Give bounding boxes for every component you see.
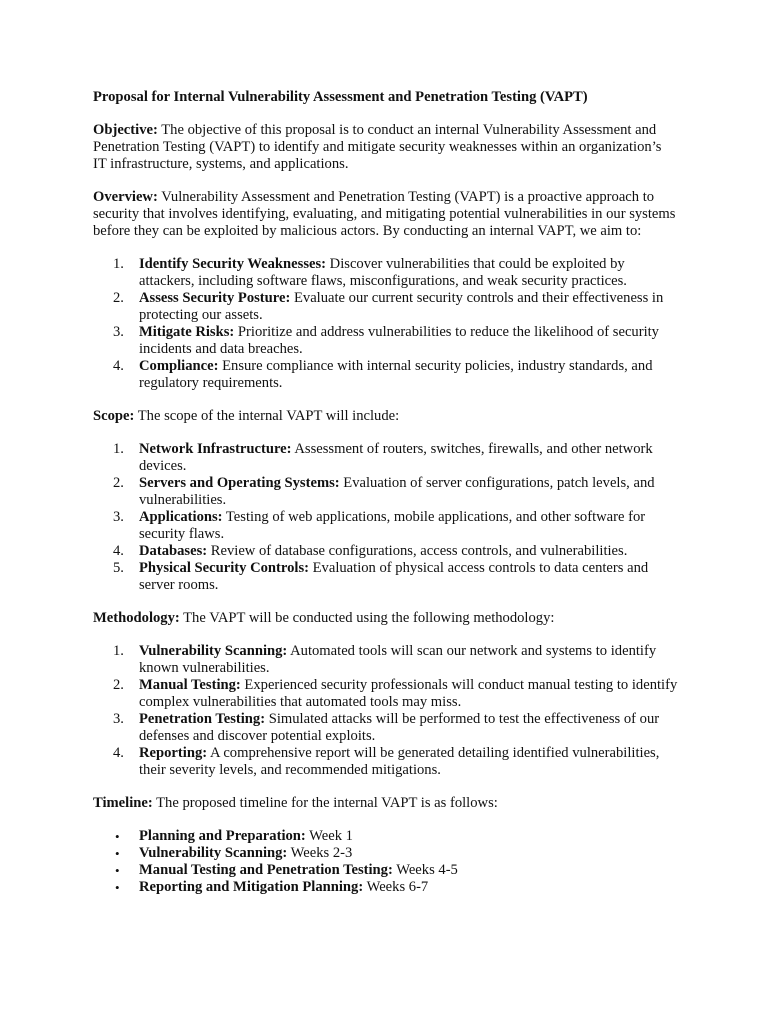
bullet-icon: • bbox=[115, 880, 120, 895]
list-item-text: Automated tools will scan our network and systems to identify known vulnerabilities. bbox=[139, 643, 657, 676]
methodology-paragraph bbox=[93, 610, 678, 627]
list-item bbox=[93, 845, 678, 862]
list-item-term: Assess Security Posture: bbox=[139, 290, 291, 306]
list-item bbox=[93, 475, 678, 509]
scope-list bbox=[93, 441, 678, 594]
document-title: Proposal for Internal Vulnerability Assessment and Penetration Testing (VAPT) bbox=[93, 89, 588, 105]
list-item-term: Penetration Testing: bbox=[139, 711, 266, 727]
list-item-text: Ensure compliance with internal security policies, industry standards, and regulatory requirements. bbox=[139, 358, 653, 391]
list-item-text: Weeks 6-7 bbox=[363, 879, 429, 895]
list-item bbox=[93, 509, 678, 543]
methodology-text: The VAPT will be conducted using the following methodology: bbox=[179, 610, 555, 626]
bullet-icon: • bbox=[115, 863, 120, 878]
list-item-term: Databases: bbox=[139, 543, 208, 559]
list-item-text: Review of database configurations, access controls, and vulnerabilities. bbox=[207, 543, 628, 559]
list-number: 4. bbox=[113, 358, 124, 374]
list-item bbox=[93, 643, 678, 677]
list-number: 1. bbox=[113, 643, 124, 659]
list-item bbox=[93, 324, 678, 358]
timeline-text: The proposed timeline for the internal VAPT is as follows: bbox=[152, 795, 498, 811]
list-number: 2. bbox=[113, 475, 124, 491]
list-item-term: Vulnerability Scanning: bbox=[139, 845, 288, 861]
list-item bbox=[93, 862, 678, 879]
timeline-label: Timeline: bbox=[93, 795, 153, 811]
list-number: 3. bbox=[113, 711, 124, 727]
list-item-term: Planning and Preparation: bbox=[139, 828, 306, 844]
list-item-term: Applications: bbox=[139, 509, 223, 525]
methodology-label: Methodology: bbox=[93, 610, 180, 626]
overview-text: Vulnerability Assessment and Penetration Testing (VAPT) is a proactive approach to security that involves identifying, evaluating, and mitigating potential vulnerabilities in our systems before they can be exploited by malicious actors. By conducting an internal VAPT, we aim to: bbox=[93, 189, 676, 239]
list-item bbox=[93, 879, 678, 896]
list-item-term: Reporting and Mitigation Planning: bbox=[139, 879, 364, 895]
list-item bbox=[93, 543, 678, 560]
list-item-term: Compliance: bbox=[139, 358, 219, 374]
list-item-text: Weeks 4-5 bbox=[392, 862, 458, 878]
list-item-term: Mitigate Risks: bbox=[139, 324, 235, 340]
methodology-list bbox=[93, 643, 678, 779]
list-item-term: Physical Security Controls: bbox=[139, 560, 309, 576]
list-number: 4. bbox=[113, 543, 124, 559]
list-item-term: Identify Security Weaknesses: bbox=[139, 256, 327, 272]
list-item bbox=[93, 828, 678, 845]
list-item bbox=[93, 256, 678, 290]
list-number: 5. bbox=[113, 560, 124, 576]
list-number: 2. bbox=[113, 677, 124, 693]
list-item-text: Evaluation of server configurations, patch levels, and vulnerabilities. bbox=[139, 475, 655, 508]
list-number: 3. bbox=[113, 324, 124, 340]
list-item-text: Prioritize and address vulnerabilities to reduce the likelihood of security incidents and data breaches. bbox=[139, 324, 659, 357]
objective-label: Objective: bbox=[93, 122, 158, 138]
list-item-term: Vulnerability Scanning: bbox=[139, 643, 288, 659]
list-item-text: Week 1 bbox=[305, 828, 353, 844]
list-number: 4. bbox=[113, 745, 124, 761]
list-number: 2. bbox=[113, 290, 124, 306]
list-item bbox=[93, 745, 678, 779]
list-item bbox=[93, 711, 678, 745]
list-item bbox=[93, 677, 678, 711]
list-item-term: Manual Testing: bbox=[139, 677, 241, 693]
list-item-text: Experienced security professionals will conduct manual testing to identify complex vulnerabilities that automated tools may miss. bbox=[139, 677, 678, 710]
objective-text: The objective of this proposal is to conduct an internal Vulnerability Assessment and Penetration Testing (VAPT) to identify and mitigate security weaknesses within an organization’s IT infrastructure, systems, and applications. bbox=[93, 122, 662, 172]
list-item-term: Network Infrastructure: bbox=[139, 441, 292, 457]
list-item bbox=[93, 560, 678, 594]
list-item-text: Discover vulnerabilities that could be exploited by attackers, including software flaws, misconfigurations, and weak security practices. bbox=[139, 256, 627, 289]
scope-text: The scope of the internal VAPT will include: bbox=[134, 408, 400, 424]
list-item-term: Servers and Operating Systems: bbox=[139, 475, 340, 491]
list-item-text: Testing of web applications, mobile applications, and other software for security flaws. bbox=[139, 509, 646, 542]
list-number: 3. bbox=[113, 509, 124, 525]
list-item-text: Evaluate our current security controls and their effectiveness in protecting our assets. bbox=[139, 290, 664, 323]
list-item-term: Manual Testing and Penetration Testing: bbox=[139, 862, 393, 878]
overview-goals-list bbox=[93, 256, 678, 392]
list-item-text: A comprehensive report will be generated detailing identified vulnerabilities, their severity levels, and recommended mitigations. bbox=[139, 745, 660, 778]
overview-label: Overview: bbox=[93, 189, 158, 205]
objective-paragraph bbox=[93, 122, 678, 173]
list-number: 1. bbox=[113, 441, 124, 457]
list-item-text: Evaluation of physical access controls to data centers and server rooms. bbox=[139, 560, 649, 593]
list-item-text: Assessment of routers, switches, firewalls, and other network devices. bbox=[139, 441, 653, 474]
list-item bbox=[93, 290, 678, 324]
scope-label: Scope: bbox=[93, 408, 135, 424]
list-number: 1. bbox=[113, 256, 124, 272]
scope-paragraph bbox=[93, 408, 678, 425]
list-item bbox=[93, 441, 678, 475]
bullet-icon: • bbox=[115, 846, 120, 861]
list-item-text: Simulated attacks will be performed to test the effectiveness of our defenses and discover potential exploits. bbox=[139, 711, 660, 744]
list-item-term: Reporting: bbox=[139, 745, 208, 761]
timeline-paragraph bbox=[93, 795, 678, 812]
list-item-text: Weeks 2-3 bbox=[287, 845, 353, 861]
overview-paragraph bbox=[93, 189, 678, 240]
list-item bbox=[93, 358, 678, 392]
timeline-list bbox=[93, 828, 678, 896]
bullet-icon: • bbox=[115, 829, 120, 844]
